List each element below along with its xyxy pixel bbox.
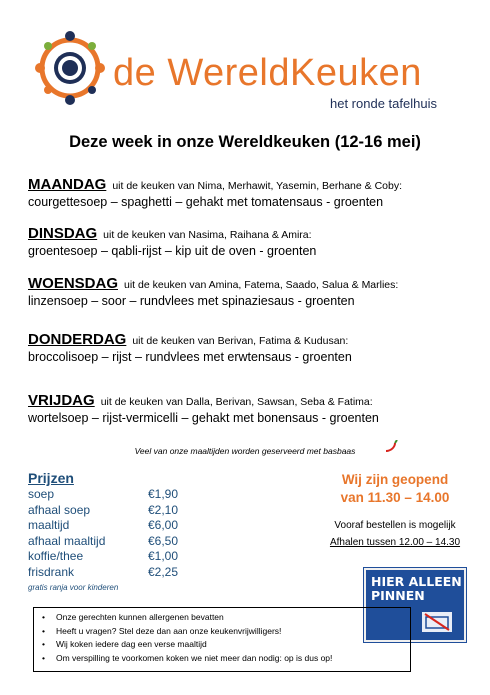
info-box bbox=[33, 607, 411, 672]
kids-note: gratis ranja voor kinderen bbox=[28, 583, 119, 592]
day-name: MAANDAG bbox=[28, 176, 107, 193]
price-label: afhaal maaltijd bbox=[28, 533, 106, 548]
card-only-sign-text bbox=[371, 575, 462, 603]
price-label: afhaal soep bbox=[28, 502, 91, 517]
day-cooks: uit de keuken van Dalla, Berivan, Sawsan, Seba & Fatima: bbox=[100, 396, 373, 408]
day-block-wednesday bbox=[28, 275, 398, 308]
day-block-tuesday bbox=[28, 225, 316, 258]
info-item: • Heeft u vragen? Stel deze dan aan onze keukenvrijwilligers! bbox=[56, 625, 410, 639]
day-block-thursday bbox=[28, 331, 352, 364]
day-cooks: uit de keuken van Nasima, Raihana & Amira: bbox=[103, 229, 312, 241]
price-label: soep bbox=[28, 487, 55, 501]
order-ahead-text: Vooraf bestellen is mogelijk bbox=[334, 520, 456, 531]
wereldkeuken-logo-icon bbox=[32, 30, 108, 106]
day-block-friday bbox=[28, 392, 379, 425]
price-row bbox=[28, 518, 178, 534]
price-row bbox=[28, 549, 178, 565]
brand-tagline: het ronde tafelhuis bbox=[330, 96, 437, 111]
day-name: DONDERDAG bbox=[28, 331, 127, 348]
day-cooks: uit de keuken van Amina, Fatema, Saado, Salua & Marlies: bbox=[124, 279, 399, 291]
info-item: • Wij koken iedere dag een verse maaltijd bbox=[56, 638, 410, 652]
price-label: maaltijd bbox=[28, 518, 70, 532]
price-value: €6,00 bbox=[148, 518, 179, 532]
price-label: frisdrank bbox=[28, 564, 75, 579]
opening-hours: van 11.30 – 14.00 bbox=[340, 490, 450, 505]
price-value: €2,10 bbox=[148, 502, 179, 517]
day-menu: groentesoep – qabli-rijst – kip uit de oven - groenten bbox=[28, 244, 317, 258]
price-list bbox=[28, 487, 178, 580]
day-cooks: uit de keuken van Nima, Merhawit, Yasemin, Berhane & Coby: bbox=[112, 180, 403, 192]
day-name: DINSDAG bbox=[28, 225, 98, 242]
day-menu: broccolisoep – rijst – rundvlees met erwtensaus - groenten bbox=[28, 350, 352, 364]
opening-line-1: Wij zijn geopend bbox=[341, 472, 449, 487]
day-block-monday bbox=[28, 176, 402, 209]
price-row bbox=[28, 534, 178, 550]
info-item: • Onze gerechten kunnen allergenen bevatten bbox=[56, 611, 410, 625]
pickup-hours: Afhalen tussen 12.00 – 14.30 bbox=[329, 537, 461, 548]
price-row bbox=[28, 503, 178, 519]
no-cash-icon bbox=[422, 612, 452, 632]
price-row bbox=[28, 565, 178, 581]
basbaas-note: Veel van onze maaltijden worden geserveerd met basbaas bbox=[134, 446, 356, 456]
day-menu: linzensoep – soor – rundvlees met spinaziesaus - groenten bbox=[28, 294, 355, 308]
price-value: €1,90 bbox=[148, 487, 179, 501]
day-menu: wortelsoep – rijst-vermicelli – gehakt met bonensaus - groenten bbox=[28, 411, 379, 425]
info-list bbox=[34, 611, 410, 665]
sign-line-2: PINNEN bbox=[371, 588, 425, 603]
day-name: WOENSDAG bbox=[28, 275, 118, 292]
info-item: • Om verspilling te voorkomen koken we niet meer dan nodig: op is dus op! bbox=[56, 652, 410, 666]
page-title: Deze week in onze Wereldkeuken (12-16 mei) bbox=[69, 133, 421, 151]
price-value: €1,00 bbox=[148, 549, 179, 563]
price-row bbox=[28, 487, 178, 503]
price-value: €2,25 bbox=[148, 564, 179, 579]
sign-line-1: HIER ALLEEN bbox=[371, 574, 462, 589]
day-cooks: uit de keuken van Berivan, Fatima & Kudusan: bbox=[132, 335, 349, 347]
price-value: €6,50 bbox=[148, 533, 179, 548]
day-name: VRIJDAG bbox=[28, 392, 95, 409]
prices-title: Prijzen bbox=[28, 470, 74, 486]
chili-pepper-icon bbox=[383, 440, 399, 454]
day-menu: courgettesoep – spaghetti – gehakt met tomatensaus - groenten bbox=[28, 195, 384, 209]
price-label: koffie/thee bbox=[28, 549, 84, 563]
brand-name: de WereldKeuken bbox=[113, 52, 422, 94]
